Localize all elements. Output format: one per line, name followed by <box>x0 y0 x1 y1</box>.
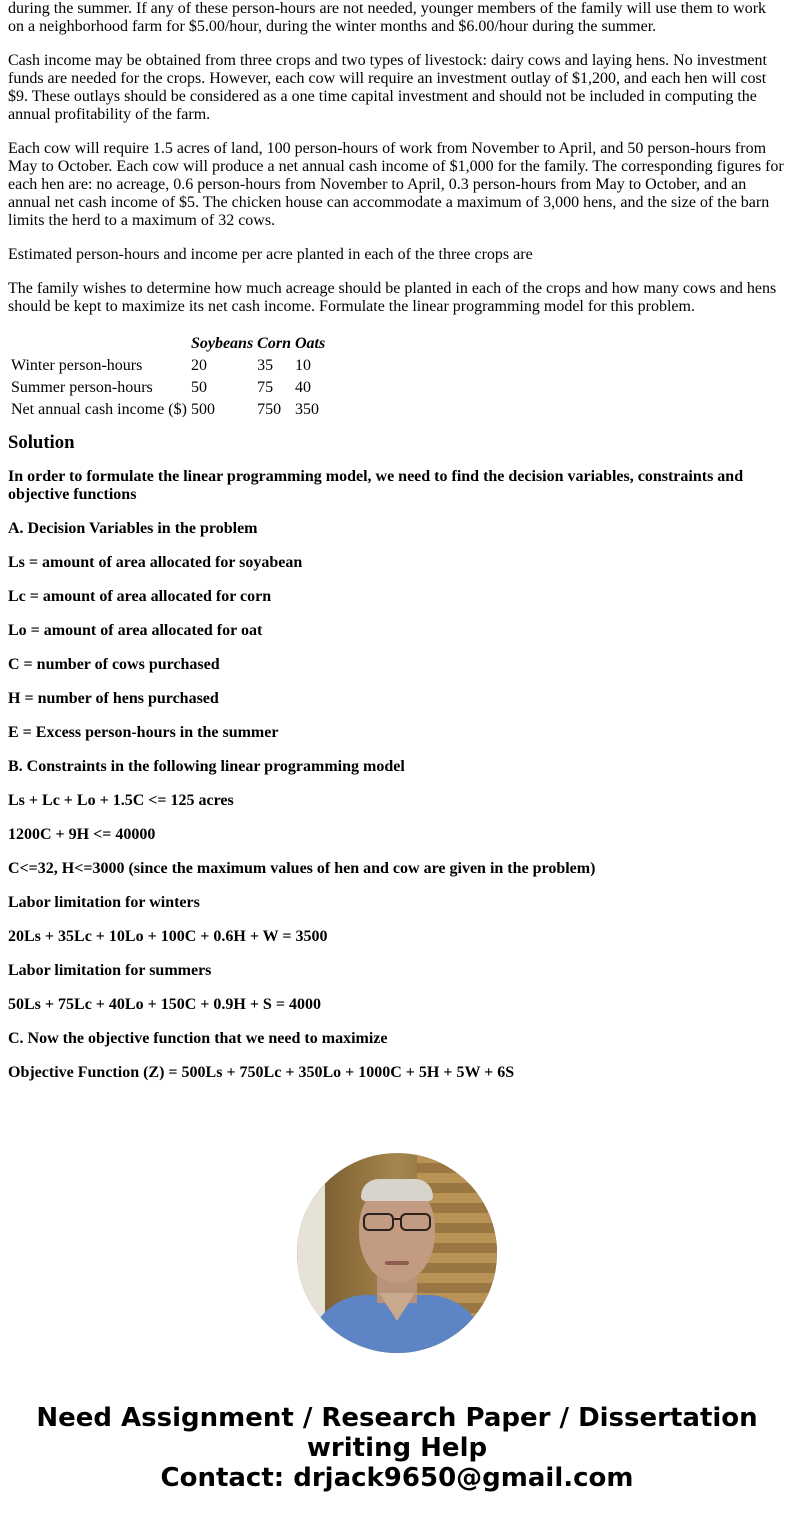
solution-heading: Solution <box>8 432 75 453</box>
table-cell: 50 <box>190 379 207 396</box>
solution-intro: In order to formulate the linear programming model, we need to find the decision variables, constraints and objective functions <box>8 468 744 503</box>
variable-c: C = number of cows purchased <box>8 656 220 673</box>
variable-lo: Lo = amount of area allocated for oat <box>8 622 263 639</box>
paragraph-labor: during the summer. If any of these person-hours are not needed, younger members of the family will use them to work on a neighborhood farm for $5.00/hour, during the winter months and $6.00/hour during the summer. <box>8 0 767 35</box>
banner-line-2: writing Help <box>306 1433 488 1463</box>
section-constraints: B. Constraints in the following linear programming model <box>8 758 405 775</box>
table-header-cell: Soybeans <box>190 335 254 352</box>
table-cell: 10 <box>294 357 311 374</box>
paragraph-cow-requirements: Each cow will require 1.5 acres of land, 100 person-hours of work from November to April, and 50 person-hours from May to October. Each cow will produce a net annual cash income of $1,000 for the family. The corresponding figures for each hen are: no acreage, 0.6 person-hours from November to April, 0.3 person-hours from May to October, and an annual net cash income of $5. The chicken house can accommodate a maximum of 3,000 hens, and the size of the barn limits the herd to a maximum of 32 cows. <box>8 140 784 229</box>
table-cell: 35 <box>257 357 274 374</box>
constraint-investment: 1200C + 9H <= 40000 <box>8 826 156 843</box>
constraint-acreage: Ls + Lc + Lo + 1.5C <= 125 acres <box>8 792 234 809</box>
banner-line-1: Need Assignment / Research Paper / Dissertation <box>36 1403 758 1433</box>
constraint-winter-labor: 20Ls + 35Lc + 10Lo + 100C + 0.6H + W = 3500 <box>8 928 328 945</box>
table-cell: 350 <box>294 401 319 418</box>
crop-table <box>8 332 328 422</box>
variable-ls: Ls = amount of area allocated for soyabean <box>8 554 303 571</box>
table-row <box>10 400 326 420</box>
table-cell: Winter person-hours <box>11 357 143 374</box>
table-cell: 40 <box>294 379 311 396</box>
variable-e: E = Excess person-hours in the summer <box>8 724 279 741</box>
label-summer-labor: Labor limitation for summers <box>8 962 212 979</box>
table-row <box>10 356 326 376</box>
paragraph-objective: The family wishes to determine how much acreage should be planted in each of the crops and how many cows and hens should be kept to maximize its net cash income. Formulate the linear programming model for this problem. <box>8 280 777 315</box>
variable-h: H = number of hens purchased <box>8 690 219 707</box>
table-header-cell <box>10 334 188 354</box>
label-winter-labor: Labor limitation for winters <box>8 894 200 911</box>
table-cell: Summer person-hours <box>11 379 153 396</box>
paragraph-crop-estimates: Estimated person-hours and income per acre planted in each of the three crops are <box>8 246 533 263</box>
constraint-max-animals: C<=32, H<=3000 (since the maximum values of hen and cow are given in the problem) <box>8 860 596 877</box>
contact-banner <box>0 1403 794 1493</box>
objective-function: Objective Function (Z) = 500Ls + 750Lc + 350Lo + 1000C + 5H + 5W + 6S <box>8 1064 515 1081</box>
table-cell: 500 <box>190 401 215 418</box>
section-objective: C. Now the objective function that we need to maximize <box>8 1030 388 1047</box>
table-header-cell: Oats <box>294 335 326 352</box>
table-header-cell: Corn <box>257 335 291 352</box>
constraint-summer-labor: 50Ls + 75Lc + 40Lo + 150C + 0.9H + S = 4000 <box>8 996 321 1013</box>
paragraph-cash-income: Cash income may be obtained from three crops and two types of livestock: dairy cows and laying hens. No investment funds are needed for the crops. However, each cow will require an investment outlay of $1,200, and each hen will cost $9. These outlays should be considered as a one time capital investment and should not be included in computing the annual profitability of the farm. <box>8 52 767 123</box>
section-decision-variables: A. Decision Variables in the problem <box>8 520 258 537</box>
table-cell: Net annual cash income ($) <box>11 401 187 418</box>
table-cell: 20 <box>190 357 207 374</box>
table-header-row <box>10 334 326 354</box>
table-cell: 75 <box>257 379 274 396</box>
banner-contact: Contact: drjack9650@gmail.com <box>160 1463 634 1493</box>
variable-lc: Lc = amount of area allocated for corn <box>8 588 272 605</box>
document-body <box>8 0 786 1098</box>
table-row <box>10 378 326 398</box>
table-cell: 750 <box>257 401 282 418</box>
author-avatar <box>297 1153 497 1353</box>
